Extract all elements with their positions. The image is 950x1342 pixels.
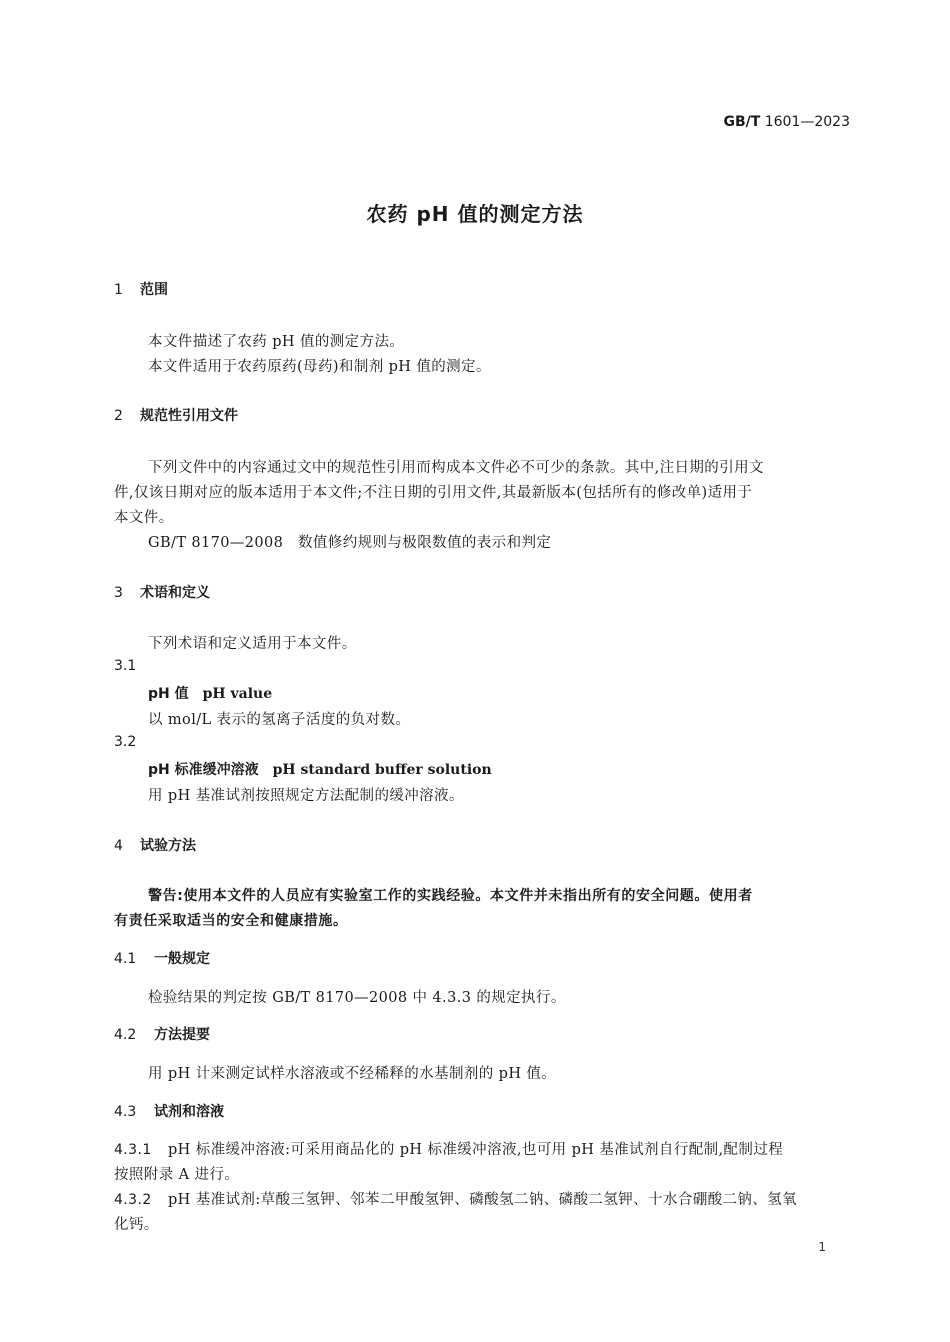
subsection-number: 4.1 [114, 951, 137, 967]
reference-title: 数值修约规则与极限数值的表示和判定 [298, 535, 552, 551]
section-title: 规范性引用文件 [140, 408, 238, 424]
section-title: 试验方法 [140, 838, 196, 854]
standard-number [723, 114, 850, 130]
references-line-3: 本文件。 [114, 510, 174, 526]
term-definition: 用 pH 基准试剂按照规定方法配制的缓冲溶液。 [148, 788, 464, 804]
method-summary-text: 用 pH 计来测定试样水溶液或不经稀释的水基制剂的 pH 值。 [148, 1066, 557, 1082]
document-title: 农药 pH 值的测定方法 [366, 202, 584, 226]
scope-paragraph-1: 本文件描述了农药 pH 值的测定方法。 [148, 334, 405, 350]
subsection-title: 方法提要 [154, 1027, 210, 1043]
page-number: 1 [818, 1240, 826, 1254]
clause-4-3-2-line-2: 化钙。 [114, 1217, 159, 1233]
section-number: 1 [114, 282, 123, 298]
term-definition: 以 mol/L 表示的氢离子活度的负对数。 [148, 712, 411, 728]
references-line-2: 件,仅该日期对应的版本适用于本文件;不注日期的引用文件,其最新版本(包括所有的修改单)适用于 [114, 485, 753, 501]
clause-4-3-1-line-1 [114, 1138, 783, 1159]
scope-paragraph-2: 本文件适用于农药原药(母药)和制剂 pH 值的测定。 [148, 359, 491, 375]
subsection-4-1-heading [114, 948, 210, 968]
references-line-1: 下列文件中的内容通过文中的规范性引用而构成本文件必不可少的条款。其中,注日期的引用文 [148, 460, 764, 476]
term-number: 3.1 [114, 658, 137, 674]
subsection-4-2-heading [114, 1024, 210, 1044]
subsection-title: 一般规定 [154, 951, 210, 967]
section-4-heading [114, 835, 196, 855]
section-number: 3 [114, 585, 123, 601]
warning-line-1: 警告:使用本文件的人员应有实验室工作的实践经验。本文件并未指出所有的安全问题。使用者 [148, 888, 753, 904]
section-title: 范围 [140, 282, 168, 298]
standard-prefix: GB/T [723, 114, 761, 130]
term-english: pH value [202, 686, 273, 702]
clause-4-3-1-line-2: 按照附录 A 进行。 [114, 1167, 240, 1183]
term-english: pH standard buffer solution [272, 762, 492, 778]
terms-intro: 下列术语和定义适用于本文件。 [148, 636, 357, 652]
term-chinese: pH 值 [148, 686, 189, 702]
term-ph-value [148, 683, 272, 703]
section-3-heading [114, 582, 210, 602]
warning-line-2: 有责任采取适当的安全和健康措施。 [114, 913, 348, 929]
standard-code: 1601—2023 [764, 114, 850, 130]
section-1-heading [114, 279, 168, 299]
section-2-heading [114, 405, 238, 425]
term-number: 3.2 [114, 734, 137, 750]
clause-text: pH 标准缓冲溶液:可采用商品化的 pH 标准缓冲溶液,也可用 pH 基准试剂自行配制,配制过程 [168, 1142, 784, 1158]
section-number: 2 [114, 408, 123, 424]
subsection-title: 试剂和溶液 [154, 1104, 224, 1120]
clause-number: 4.3.2 [114, 1192, 152, 1208]
clause-number: 4.3.1 [114, 1142, 152, 1158]
general-rule-text: 检验结果的判定按 GB/T 8170—2008 中 4.3.3 的规定执行。 [148, 990, 566, 1006]
subsection-number: 4.2 [114, 1027, 137, 1043]
section-number: 4 [114, 838, 123, 854]
clause-4-3-2-line-1 [114, 1188, 797, 1209]
subsection-4-3-heading [114, 1101, 224, 1121]
reference-code: GB/T 8170—2008 [148, 535, 284, 551]
normative-reference [148, 531, 551, 552]
term-chinese: pH 标准缓冲溶液 [148, 762, 259, 778]
term-ph-buffer [148, 759, 492, 779]
clause-text: pH 基准试剂:草酸三氢钾、邻苯二甲酸氢钾、磷酸氢二钠、磷酸二氢钾、十水合硼酸二钠、氢氧 [168, 1192, 798, 1208]
subsection-number: 4.3 [114, 1104, 137, 1120]
section-title: 术语和定义 [140, 585, 210, 601]
